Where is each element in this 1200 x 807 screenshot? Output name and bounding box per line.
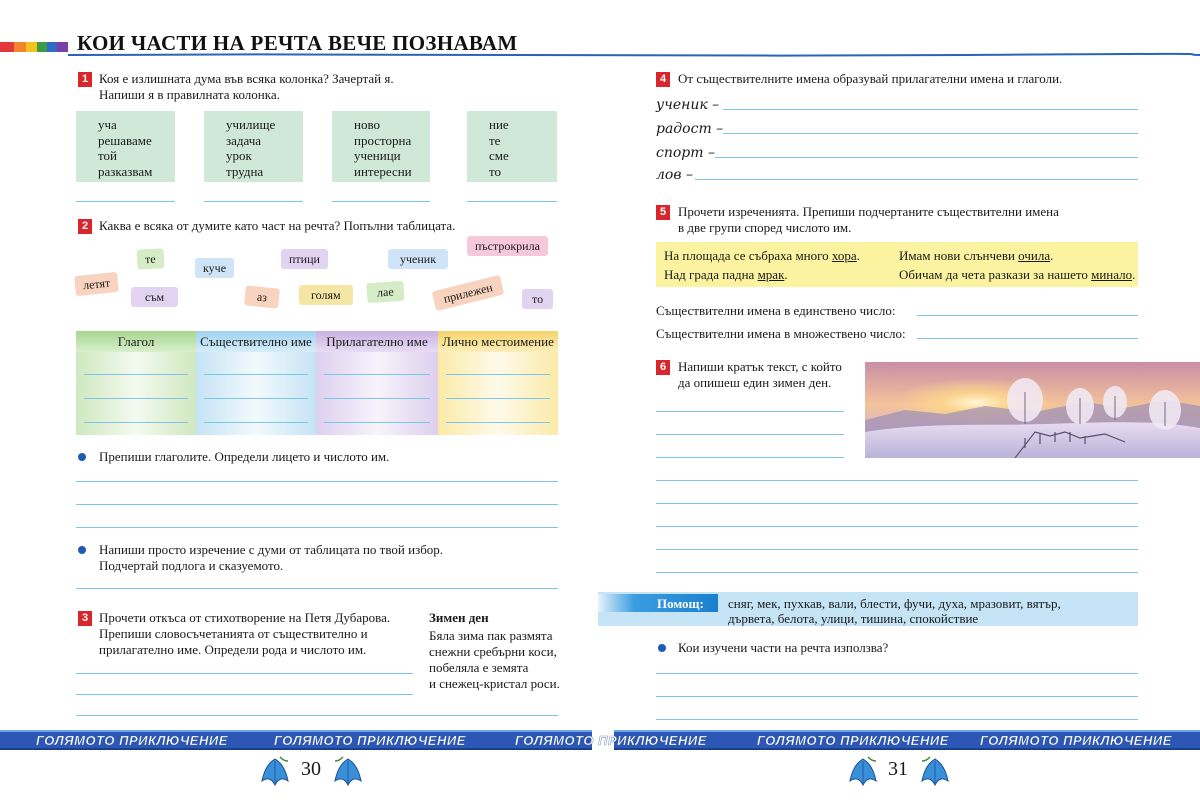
answer-line[interactable] — [656, 457, 844, 458]
page-number-right: 31 — [888, 758, 908, 780]
ex6-question: Кои изучени части на речта използва? — [678, 640, 889, 655]
answer-line[interactable] — [76, 694, 413, 695]
word: те — [489, 132, 501, 148]
answer-line[interactable] — [76, 715, 558, 716]
word: ученици — [354, 148, 401, 163]
table-header-pronoun: Лично местоимение — [438, 331, 558, 352]
word: училище — [226, 117, 276, 132]
answer-line[interactable] — [467, 201, 557, 202]
word: разказвам — [98, 163, 153, 179]
word-tag[interactable]: лае — [366, 281, 404, 304]
word: просторна — [354, 132, 412, 148]
banner-text: ГОЛЯМОТО ПРИКЛЮЧЕНИЕ — [980, 733, 1172, 748]
table-header-verb: Глагол — [76, 331, 196, 352]
bluebell-flower-icon — [846, 755, 880, 789]
help-words-2: дървета, белота, улици, тишина, спокойствие — [728, 611, 979, 626]
answer-line[interactable] — [695, 179, 1138, 180]
answer-line[interactable] — [723, 133, 1138, 134]
answer-line[interactable] — [656, 673, 1138, 674]
header-color-bar — [0, 42, 68, 52]
ex4-word: спорт – — [656, 145, 715, 161]
ex2-task-a: Препиши глаголите. Определи лицето и числото им. — [99, 449, 390, 464]
answer-line[interactable] — [324, 422, 430, 423]
answer-line[interactable] — [204, 201, 303, 202]
word-tag[interactable]: ученик — [388, 249, 448, 269]
answer-line[interactable] — [715, 157, 1138, 158]
answer-line[interactable] — [204, 374, 308, 375]
answer-line[interactable] — [656, 411, 844, 412]
answer-line[interactable] — [917, 315, 1138, 316]
ex3-number: 3 — [78, 611, 92, 626]
ex4-number: 4 — [656, 72, 670, 87]
ex4-word: радост – — [656, 121, 724, 137]
ex1-instruction-2: Напиши я в правилната колонка. — [99, 87, 280, 102]
word-tag[interactable]: то — [522, 289, 553, 309]
answer-line[interactable] — [76, 481, 558, 482]
ex6-instruction-1: Напиши кратък текст, с който — [678, 359, 842, 374]
answer-line[interactable] — [204, 398, 308, 399]
answer-line[interactable] — [656, 434, 844, 435]
answer-line[interactable] — [656, 719, 1138, 720]
answer-line[interactable] — [76, 527, 558, 528]
bullet — [78, 546, 86, 554]
help-label: Помощ: — [657, 596, 704, 611]
answer-line[interactable] — [723, 109, 1138, 110]
answer-line[interactable] — [656, 572, 1138, 573]
word: задача — [226, 132, 262, 148]
poem-line: и снежец-кристал роси. — [429, 676, 560, 691]
word: интересни — [354, 163, 412, 179]
ex2-number: 2 — [78, 219, 92, 234]
page-title: КОИ ЧАСТИ НА РЕЧТА ВЕЧЕ ПОЗНАВАМ — [77, 31, 518, 55]
answer-line[interactable] — [76, 588, 558, 589]
word: урок — [226, 148, 252, 163]
word: ново — [354, 117, 381, 132]
answer-line[interactable] — [84, 422, 188, 423]
page-number-left: 30 — [301, 758, 321, 780]
word: то — [489, 163, 502, 179]
singular-label: Съществителни имена в единствено число: — [656, 303, 896, 318]
word: той — [98, 148, 117, 163]
ex6-number: 6 — [656, 360, 670, 375]
ex1-number: 1 — [78, 72, 92, 87]
banner-text: ГОЛЯМОТО ПРИКЛЮЧЕНИЕ — [36, 733, 228, 748]
poem-line: Бяла зима пак размята — [429, 628, 553, 643]
answer-line[interactable] — [656, 503, 1138, 504]
banner-text: ГОЛЯМОТО ПРИКЛЮЧЕНИЕ — [274, 733, 466, 748]
ex2-task-b-2: Подчертай подлога и сказуемото. — [99, 558, 284, 573]
header-rule — [68, 50, 1200, 60]
ex4-instruction: От съществителните имена образувай прилагателни имена и глаголи. — [678, 71, 1063, 86]
word: ние — [489, 117, 509, 132]
banner-text: ГОЛЯМОТО ПРИКЛЮЧЕНИЕ — [757, 733, 949, 748]
answer-line[interactable] — [656, 526, 1138, 527]
bullet — [78, 453, 86, 461]
poem-title: Зимен ден — [429, 610, 489, 625]
ex1-column-1 — [76, 111, 175, 182]
ex6-instruction-2: да опишеш един зимен ден. — [678, 375, 832, 390]
table-header-adjective: Прилагателно име — [316, 331, 438, 352]
ex5-number: 5 — [656, 205, 670, 220]
ex1-column-4 — [467, 111, 557, 182]
ex3-instruction-1: Прочети откъса от стихотворение на Петя Дубарова. — [99, 610, 391, 625]
word-tag[interactable]: летят — [74, 272, 119, 296]
word-tag[interactable]: пъстрокрила — [467, 236, 548, 256]
bullet — [658, 644, 666, 652]
sentence-2: Над града падна мрак. — [664, 267, 788, 282]
ex4-word: ученик – — [656, 97, 720, 113]
bluebell-flower-icon — [918, 755, 952, 789]
winter-landscape-image — [865, 362, 1200, 458]
answer-line[interactable] — [76, 201, 175, 202]
answer-line[interactable] — [656, 480, 1138, 481]
word-tag[interactable]: куче — [195, 258, 234, 278]
help-words-1: сняг, мек, пухкав, вали, блести, фучи, духа, мразовит, вятър, — [728, 596, 1061, 611]
answer-line[interactable] — [446, 398, 550, 399]
answer-line[interactable] — [204, 422, 308, 423]
table-header-noun: Съществително име — [196, 331, 316, 352]
word-tag[interactable]: прилежен — [432, 275, 505, 311]
bluebell-flower-icon — [258, 755, 292, 789]
answer-line[interactable] — [446, 374, 550, 375]
answer-line[interactable] — [656, 696, 1138, 697]
plural-label: Съществителни имена в множествено число: — [656, 326, 906, 341]
poem-line: побеляла е земята — [429, 660, 529, 675]
ex4-word: лов – — [656, 167, 693, 183]
answer-line[interactable] — [332, 201, 430, 202]
ex1-instruction-1: Коя е излишната дума във всяка колонка? Зачертай я. — [99, 71, 394, 86]
word: уча — [98, 117, 117, 132]
answer-line[interactable] — [84, 374, 188, 375]
sentence-3: Имам нови слънчеви очила. — [899, 248, 1054, 263]
answer-line[interactable] — [84, 398, 188, 399]
answer-line[interactable] — [656, 549, 1138, 550]
bluebell-flower-icon — [331, 755, 365, 789]
word: трудна — [226, 163, 264, 179]
word-tag[interactable]: съм — [131, 287, 178, 307]
answer-line[interactable] — [324, 398, 430, 399]
word-tag[interactable]: те — [136, 248, 164, 269]
word: сме — [489, 148, 509, 163]
ex3-instruction-3: прилагателно име. Определи рода и числото им. — [99, 642, 367, 657]
ex5-instruction-2: в две групи според числото им. — [678, 220, 852, 235]
ex3-instruction-2: Препиши словосъчетанията от съществително и — [99, 626, 368, 641]
ex5-instruction-1: Прочети изреченията. Препиши подчертаните съществителни имена — [678, 204, 1059, 219]
ex1-column-3 — [332, 111, 430, 182]
answer-line[interactable] — [446, 422, 550, 423]
answer-line[interactable] — [324, 374, 430, 375]
answer-line[interactable] — [76, 504, 558, 505]
word-tag[interactable]: птици — [281, 249, 328, 269]
word: решаваме — [98, 132, 152, 148]
ex2-task-b-1: Напиши просто изречение с думи от таблицата по твой избор. — [99, 542, 444, 557]
banner-text: ГОЛЯМОТО ПРИКЛЮЧЕНИЕ — [515, 733, 707, 748]
word-tag[interactable]: аз — [244, 285, 280, 308]
ex1-column-2 — [204, 111, 303, 182]
answer-line[interactable] — [917, 338, 1138, 339]
poem-line: снежни сребърни коси, — [429, 644, 557, 659]
ex2-instruction: Каква е всяка от думите като част на речта? Попълни таблицата. — [99, 218, 456, 233]
sentence-4: Обичам да чета разкази за нашето минало. — [899, 267, 1136, 282]
word-tag[interactable]: голям — [299, 285, 353, 305]
answer-line[interactable] — [76, 673, 413, 674]
sentence-1: На площада се събраха много хора. — [664, 248, 860, 263]
